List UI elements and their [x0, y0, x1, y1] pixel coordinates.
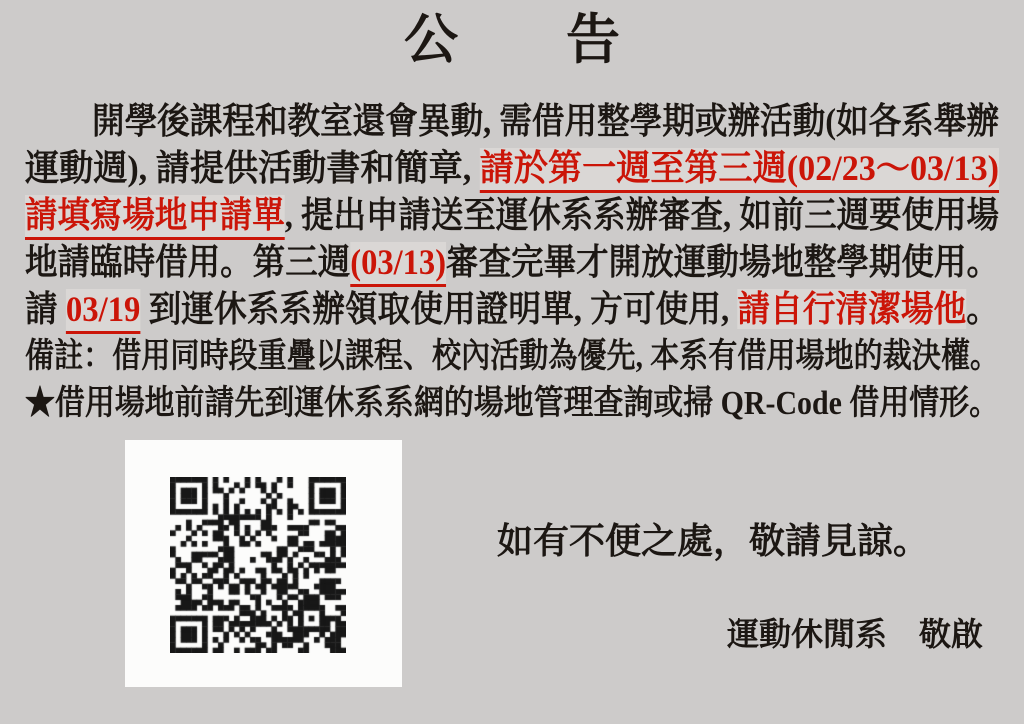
notice-body: [25, 98, 999, 427]
text-run: 。: [966, 289, 999, 329]
deadline-period-text: 請於第一週至第三週(02/23～03/13): [480, 148, 999, 193]
notice-title: 公 告: [404, 10, 620, 70]
pickup-date-text: 03/19: [66, 289, 141, 334]
remark-text: 備註：借用同時段重疊以課程、校內活動為優先, 本系有借用場地的裁決權。: [25, 338, 999, 375]
text-run: 請: [25, 289, 66, 329]
text-run: 地請臨時借用。第三週: [25, 242, 351, 282]
qr-code: [170, 477, 346, 653]
review-date-text: (03/13): [350, 242, 446, 287]
body-line: [25, 239, 999, 286]
body-line: [25, 145, 999, 192]
apology-text: 如有不便之處，敬請見諒。: [497, 521, 930, 561]
text-run: 審查完畢才開放運動場地整學期使用。: [446, 242, 999, 282]
body-line: [25, 98, 999, 145]
cleanup-notice-text: 請自行清潔場他: [737, 289, 967, 329]
text-run: 到運休系系辦領取使用證明單, 方可使用,: [140, 289, 738, 329]
signature-text: 運動休閒系 敬啟: [727, 616, 984, 652]
application-form-text: 請填寫場地申請單: [25, 195, 285, 240]
body-line: [25, 192, 999, 239]
body-line: [25, 286, 999, 333]
body-line-star: [25, 380, 999, 427]
qr-code-panel: [125, 440, 402, 687]
star-notice-text: ★借用場地前請先到運休系系網的場地管理查詢或掃 QR-Code 借用情形。: [25, 385, 999, 422]
text-run: 運動週), 請提供活動書和簡章,: [25, 148, 480, 188]
text-run: , 提出申請送至運休系系辦審查, 如前三週要使用場: [284, 195, 1000, 235]
body-line-remark: [25, 333, 999, 380]
text-run: 開學後課程和教室還會異動, 需借用整學期或辦活動(如各系舉辦: [91, 101, 1000, 141]
